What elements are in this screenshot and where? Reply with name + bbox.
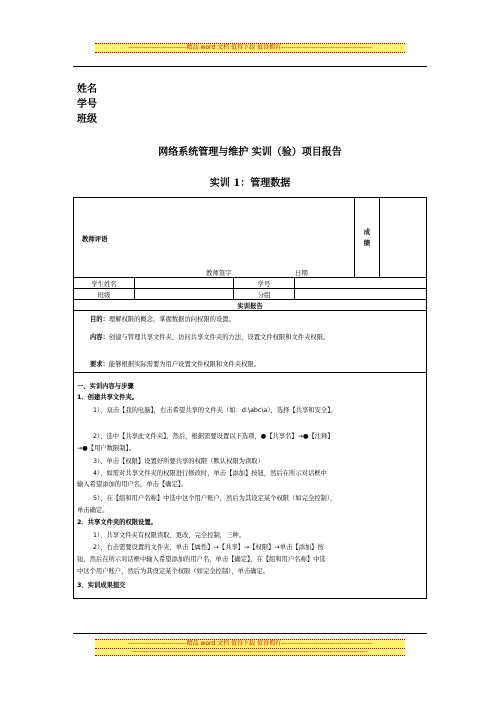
header-rule — [73, 66, 427, 67]
content-line — [90, 333, 329, 342]
step-2-2a: 2）、右击需要设置的文件夹，单击【属性】→【共享】→【权限】→单击【添加】按 — [93, 544, 324, 551]
score-label-cell — [355, 198, 380, 278]
step-1-2b: →●【用户数限制】。 — [77, 445, 135, 452]
section-3-heading: 3、实训成果提交 — [77, 582, 126, 589]
group-field[interactable] — [295, 289, 427, 300]
bottom-banner-line2: ------------------------------------------------------------------------------------------------------------- — [95, 648, 405, 656]
report-header: 实训报告 — [74, 300, 427, 311]
section-1-heading: 一、实训内容与步骤 — [77, 383, 134, 390]
report-subtitle: 实训 1：管理数据 — [209, 178, 291, 189]
step-1-heading: 1．创建共享文件夹。 — [77, 394, 139, 401]
step-2-1: 1）、共享文件夹有权限读取、更改、完全控制，三种。 — [93, 532, 245, 539]
purpose-label: 目的： — [90, 316, 109, 323]
class-row-label: 班级 — [74, 289, 135, 300]
content-label: 内容： — [90, 334, 109, 341]
step-2-2c: 中这个用户账户，然后为其设定某个权限（如完全控制），单击确定。 — [77, 568, 270, 575]
step-2-heading: 2．共享文件夹的权限设置。 — [77, 519, 157, 526]
requirement-line — [90, 360, 260, 369]
student-name-label: 学生姓名 — [74, 278, 135, 289]
student-no-field[interactable] — [295, 278, 427, 289]
step-1-5a: 5）、在【组和用户名称】中选中这个用户账户，然后为其设定某个权限（如完全控制）， — [93, 495, 337, 502]
step-1-1: 1）、双击【我的电脑】，右击希望共享的文件夹（如：d:\abc\a），选择【共享和安全】。 — [93, 407, 337, 414]
score-value-cell[interactable] — [380, 198, 427, 278]
requirement-text: 能够根据实际需要为用户设置文件权限和文件夹权限。 — [108, 361, 261, 368]
score-label: 成绩 — [363, 227, 371, 247]
teacher-sign-label: 教师签字 — [206, 269, 232, 277]
teacher-comment-label: 教师评语 — [82, 235, 108, 243]
step-1-5b: 单击确定。 — [77, 507, 109, 514]
steps-cell — [74, 373, 427, 599]
step-2-2b: 钮，然后在所示对话框中输入希望添加的用户名，单击【确定】，在【组和用户名称】中选 — [77, 556, 326, 563]
group-label: 分组 — [234, 289, 295, 300]
requirement-label: 要求： — [90, 361, 109, 368]
step-1-4b: 输入希望添加的用户名，单击【确定】。 — [77, 481, 188, 488]
name-label: 姓名 — [77, 84, 97, 95]
purpose-line — [90, 315, 235, 324]
bottom-banner: ---------------------------精品 word 文档 值得下载 值得拥有------------------------------------------ — [95, 639, 405, 649]
purpose-text: 理解权限的概念，掌握数据访问权限的设置。 — [108, 316, 235, 323]
objectives-cell — [74, 311, 427, 373]
content-text: 创建与管理共享文件夹，访问共享文件夹的方法，设置文件权限和文件夹权限。 — [108, 334, 330, 341]
student-id-label: 学号 — [77, 99, 97, 110]
step-1-2a: 2）、选中【共享此文件夹】，然后，根据需要设置以下选项，●【共享名】→●【注释】 — [93, 433, 334, 440]
top-banner: ---------------------------精品 word 文档 值得下载 值得拥有------------------------------------------ — [95, 43, 405, 53]
step-1-3: 3）、单击【权限】设置好所要共享的权限（默认权限为读取） — [93, 458, 264, 465]
step-1-4a: 4）、如需对共享文件夹的权限进行修改时，单击【添加】按钮，然后在所示对话框中 — [93, 470, 327, 477]
report-title: 网络系统管理与维护 实训（验）项目报告 — [158, 147, 342, 158]
teacher-comment-cell — [74, 198, 355, 278]
student-name-field[interactable] — [135, 278, 234, 289]
class-label: 班级 — [77, 114, 97, 125]
class-field[interactable] — [135, 289, 234, 300]
student-no-label: 学号 — [234, 278, 295, 289]
footer-rule — [73, 633, 427, 634]
report-form — [73, 197, 427, 599]
date-label: 日期 — [295, 269, 308, 277]
